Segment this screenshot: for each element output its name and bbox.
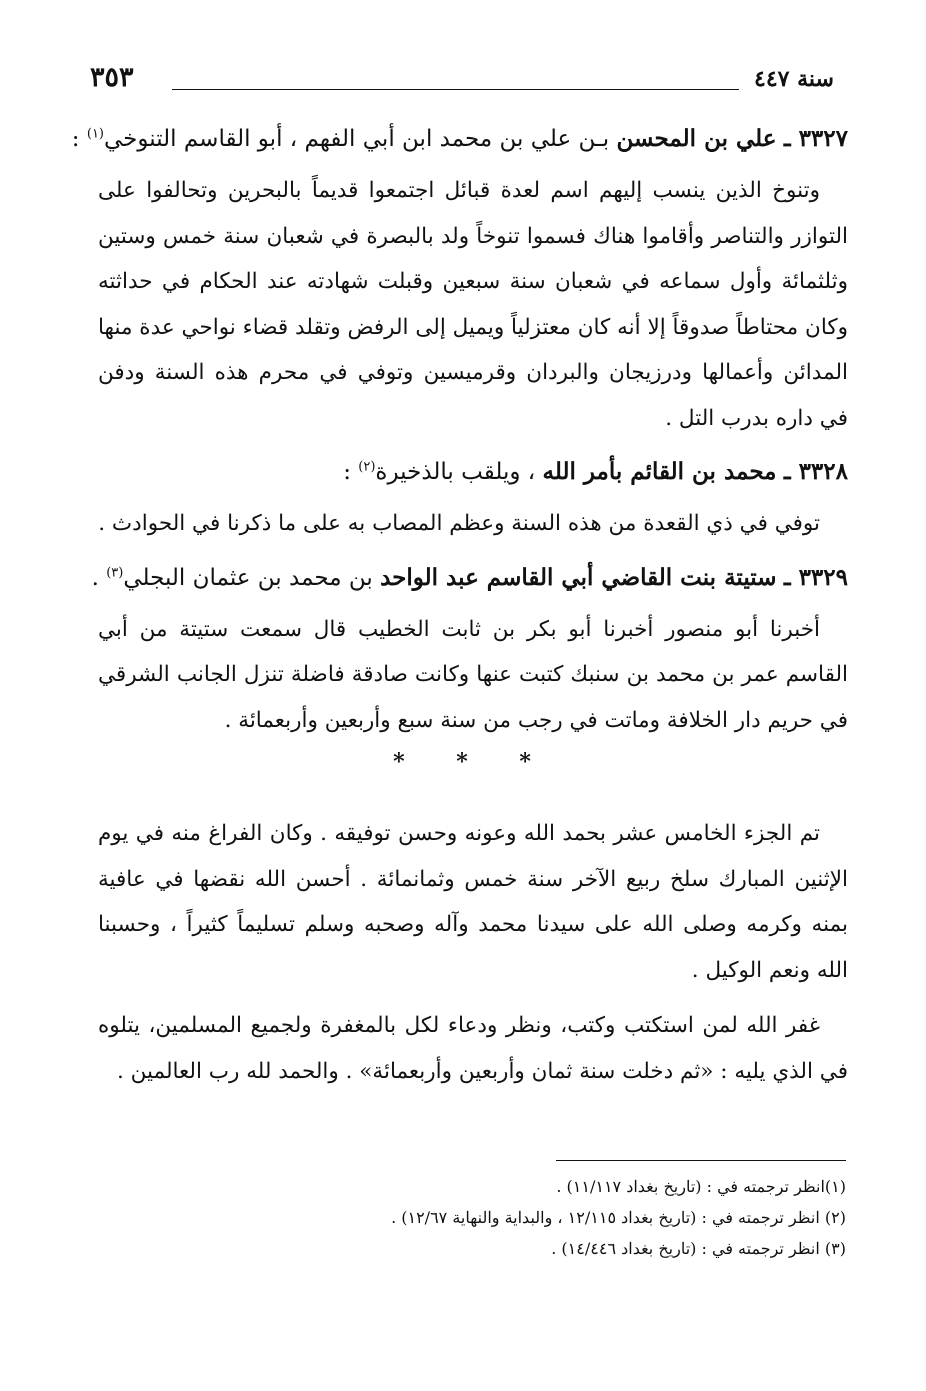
entry-lineage: بن محمد بن عثمان البجلي: [123, 564, 373, 591]
colophon-paragraph: تم الجزء الخامس عشر بحمد الله وعونه وحسن توفيقه . وكان الفراغ منه في يوم الإثنين المبارك سلخ ربيع الآخر سنة خمس وثمانمائة . أحسن الله نقضها في عافية بمنه وكرمه وصلى الله على سيدنا محمد وآله وصحبه وسلم تسليماً كثيراً ، وحسبنا الله ونعم الوكيل .: [98, 821, 848, 983]
entry-heading: [71, 118, 848, 160]
colophon-paragraph: غفر الله لمن استكتب وكتب، ونظر ودعاء لكل بالمغفرة ولجميع المسلمين، يتلوه في الذي يليه : «ثم دخلت سنة ثمان وأربعين وأربعمائة» . والحمد لله رب العالمين .: [98, 1013, 848, 1084]
entry-paragraph: أخبرنا أبو منصور أخبرنا أبو بكر بن ثابت الخطيب قال سمعت ستيتة من أبي القاسم عمر بن محمد بن سنبك كتبت عنها وكانت صادقة فاضلة تنزل الجانب الشرقي في حريم دار الخلافة وماتت في رجب من سنة سبع وأربعين وأربعمائة .: [98, 616, 848, 733]
entry-number: ٣٣٢٨ ـ: [783, 458, 848, 485]
entry-lineage: بـن علي بن محمد ابن أبي الفهم ، أبو القاسم التنوخي: [104, 126, 610, 152]
footnotes: [98, 1160, 846, 1264]
entry-3327: [71, 118, 848, 441]
entry-3328: [98, 451, 848, 547]
footnote-ref: (٢): [358, 459, 376, 475]
footnote-2: (٢) انظر ترجمته في : (تاريخ بغداد ١٢/١١٥ ، والبداية والنهاية ١٢/٦٧) .: [391, 1208, 846, 1227]
footnote-3: (٣) انظر ترجمته في : (تاريخ بغداد ١٤/٤٤٦) .: [551, 1239, 846, 1258]
entry-name: ستيتة بنت القاضي أبي القاسم عبد الواحد: [380, 563, 777, 591]
entry-paragraph: توفي في ذي القعدة من هذه السنة وعظم المصاب به على ما ذكرنا في الحوادث .: [98, 511, 820, 536]
entry-paragraph: وتنوخ الذين ينسب إليهم اسم لعدة قبائل اجتمعوا قديماً بالبحرين وتحالفوا على التوازر والتناصر وأقاموا هناك فسموا تنوخاً ولد بالبصرة في شعبان سنة خمس وستين وثلثمائة وأول سماعه في شعبان سنة سبعين وقبلت شهادته عند الحكام في حداثته وكان محتاطاً صدوقاً إلا أنه كان معتزلياً ويميل إلى الرفض وتقلد قضاء نواحي عدة منها المدائن وأعمالها ودرزيجان والبردان وقرميسين وتوفي في محرم هذه السنة ودفن في داره بدرب التل .: [98, 178, 848, 431]
footnote-ref: (١): [86, 126, 104, 142]
heading-punct: .: [91, 564, 107, 591]
entry-3329: [91, 557, 848, 744]
entry-number: ٣٣٢٧ ـ: [783, 125, 848, 152]
footnote-rule: [556, 1160, 846, 1161]
entry-number: ٣٣٢٩ ـ: [783, 563, 848, 591]
entry-heading: [91, 557, 848, 599]
page-number: ٣٥٣: [90, 62, 134, 93]
entry-heading: [98, 451, 848, 493]
page-body: [71, 118, 848, 1104]
entry-lineage: ، ويلقب بالذخيرة: [375, 459, 536, 485]
entry-name: علي بن المحسن: [616, 125, 777, 152]
entry-name: محمد بن القائم بأمر الله: [542, 458, 777, 485]
running-header: [90, 62, 834, 102]
section-separator: * * *: [393, 749, 553, 775]
heading-punct: :: [343, 459, 359, 485]
footnote-ref: (٣): [106, 564, 124, 580]
footnote-1: (١)انظر ترجمته في : (تاريخ بغداد ١١/١١٧) .: [556, 1177, 846, 1196]
header-rule: [172, 89, 739, 90]
header-year: سنة ٤٤٧: [754, 66, 834, 92]
heading-punct: :: [71, 126, 87, 152]
